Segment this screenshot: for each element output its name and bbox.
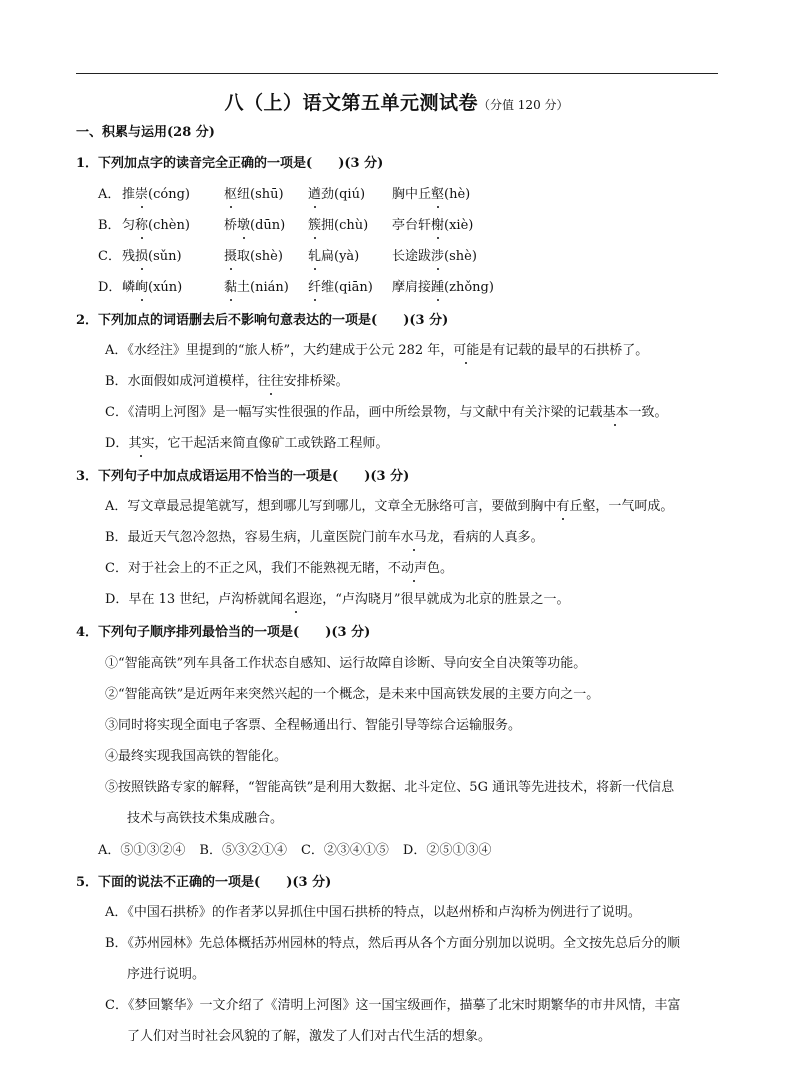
q4-sentence-4: ④最终实现我国高铁的智能化。 [105, 749, 288, 764]
q5-option-a: A．《中国石拱桥》的作者茅以昇抓住中国石拱桥的特点，以赵州桥和卢沟桥为例进行了说明。 [105, 905, 641, 920]
question-number: 5． [76, 875, 99, 890]
question-text: 下面的说法不正确的一项是( )(3 分) [98, 875, 332, 890]
q3-option-c: C．对于社会上的不正之风，我们不能熟视无睹，不动声色。 [105, 561, 453, 576]
option-letter: B． [98, 218, 121, 233]
q3-option-a: A．写文章最忌提笔就写，想到哪儿写到哪儿，文章全无脉络可言，要做到胸中有丘壑，一气呵成。 [105, 499, 674, 514]
word-item: 长途跋涉(shè) [392, 249, 477, 264]
header-rule [76, 73, 718, 74]
q2-option-b: B．水面假如成河道模样，往往安排桥梁。 [105, 374, 349, 389]
q4-sentence-3: ③同时将实现全面电子客票、全程畅通出行、智能引导等综合运输服务。 [105, 718, 522, 733]
question-number: 3． [76, 469, 99, 484]
word-item: 亭台轩榭(xiè) [392, 218, 474, 233]
title-score: （分值 120 分） [477, 98, 569, 112]
question-number: 4． [76, 625, 99, 640]
q5-option-b-cont: 序进行说明。 [127, 967, 206, 982]
word-item: 轧扁(yà) [308, 249, 360, 264]
word-item: 黏土(nián) [224, 280, 289, 295]
q1-option-c [98, 248, 477, 266]
answer-option: C．②③④①⑤ [300, 843, 389, 858]
question-number: 1． [76, 156, 99, 171]
question-text: 下列句子中加点成语运用不恰当的一项是( )(3 分) [98, 469, 410, 484]
option-letter: A． [98, 187, 121, 202]
word-item: 纤维(qiān) [308, 280, 373, 295]
q4-sentence-5-cont: 技术与高铁技术集成融合。 [127, 811, 284, 826]
question-1 [76, 155, 383, 173]
answer-option: D．②⑤①③④ [402, 843, 492, 858]
question-5 [76, 874, 331, 892]
q3-option-b: B．最近天气忽冷忽热，容易生病，儿童医院门前车水马龙，看病的人真多。 [105, 530, 544, 545]
q5-option-b: B．《苏州园林》先总体概括苏州园林的特点，然后再从各个方面分别加以说明。全文按先总后分的顺 [105, 936, 681, 951]
q1-option-b [98, 217, 473, 235]
word-item: 匀称(chèn) [122, 218, 190, 233]
q1-option-a [98, 186, 470, 204]
q4-answer-options [98, 842, 505, 860]
question-text: 下列句子顺序排列最恰当的一项是( )(3 分) [98, 625, 371, 640]
question-4 [76, 624, 370, 642]
word-item: 嶙峋(xún) [122, 280, 183, 295]
word-item: 摄取(shè) [224, 249, 283, 264]
word-item: 桥墩(dūn) [224, 218, 286, 233]
title-main: 八（上）语文第五单元测试卷 [224, 92, 478, 114]
q2-option-a: A．《水经注》里提到的“旅人桥”，大约建成于公元 282 年，可能是有记载的最早的石拱桥了。 [105, 343, 649, 358]
q5-option-c: C．《梦回繁华》一文介绍了《清明上河图》这一国宝级画作，描摹了北宋时期繁华的市井风情，丰富 [105, 998, 681, 1013]
word-item: 残损(sǔn) [122, 249, 182, 264]
q5-option-c-cont: 了人们对当时社会风貌的了解，激发了人们对古代生活的想象。 [127, 1029, 492, 1044]
word-item: 枢纽(shū) [224, 187, 284, 202]
q2-option-c: C．《清明上河图》是一幅写实性很强的作品，画中所绘景物，与文献中有关汴梁的记载基本一致。 [105, 405, 668, 420]
option-letter: C． [98, 249, 121, 264]
word-item: 摩肩接踵(zhǒng) [392, 280, 494, 295]
question-number: 2． [76, 313, 99, 328]
page-title [0, 88, 793, 115]
word-item: 遒劲(qiú) [308, 187, 366, 202]
question-text: 下列加点的词语删去后不影响句意表达的一项是( )(3 分) [98, 313, 449, 328]
word-item: 簇拥(chù) [308, 218, 369, 233]
q1-option-d [98, 279, 494, 297]
q4-sentence-2: ②“智能高铁”是近两年来突然兴起的一个概念，是未来中国高铁发展的主要方向之一。 [105, 687, 600, 702]
q4-sentence-1: ①“智能高铁”列车具备工作状态自感知、运行故障自诊断、导向安全自决策等功能。 [105, 656, 587, 671]
answer-option: A．⑤①③②④ [98, 843, 186, 858]
answer-option: B．⑤③②①④ [199, 843, 287, 858]
q2-option-d: D．其实，它干起活来简直像矿工或铁路工程师。 [105, 436, 389, 451]
question-text: 下列加点字的读音完全正确的一项是( )(3 分) [98, 156, 384, 171]
q4-sentence-5: ⑤按照铁路专家的解释，“智能高铁”是利用大数据、北斗定位、5G 通讯等先进技术，将新一代信息 [105, 780, 675, 795]
section-heading: 一、积累与运用(28 分) [76, 125, 215, 140]
word-item: 推崇(cóng) [122, 187, 190, 202]
question-3 [76, 468, 409, 486]
word-item: 胸中丘壑(hè) [392, 187, 471, 202]
option-letter: D． [98, 280, 122, 295]
q3-option-d: D．早在 13 世纪，卢沟桥就闻名遐迩，“卢沟晓月”很早就成为北京的胜景之一。 [105, 592, 570, 607]
question-2 [76, 312, 448, 330]
